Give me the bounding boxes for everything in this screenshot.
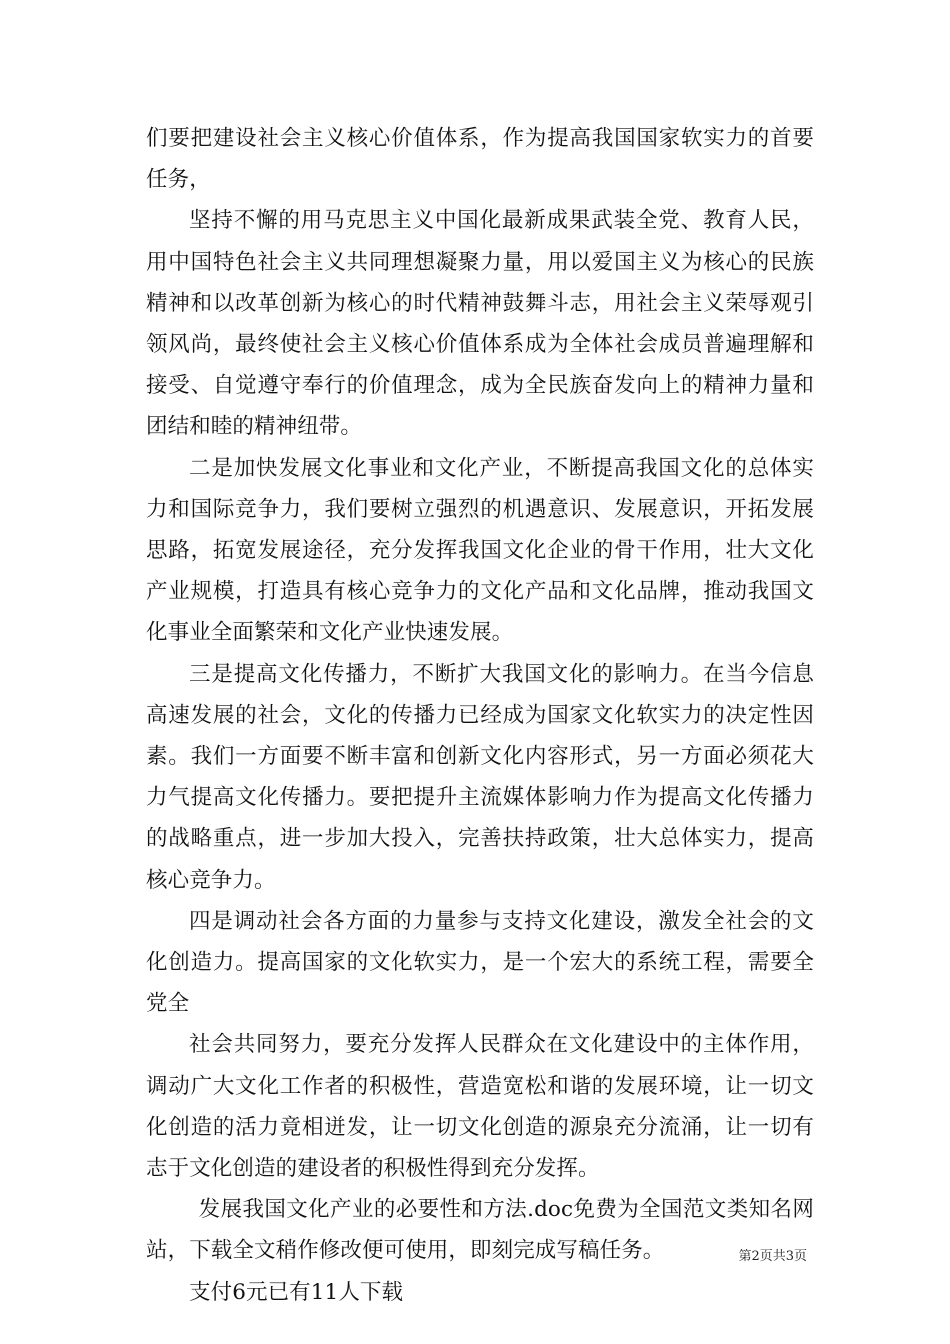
paragraph-3: 二是加快发展文化事业和文化产业，不断提高我国文化的总体实力和国际竞争力，我们要树立强烈的机遇意识、发展意识，开拓发展思路，拓宽发展途径，充分发挥我国文化企业的骨干作用，壮大文化产业规模，打造具有核心竞争力的文化产品和文化品牌，推动我国文化事业全面繁荣和文化产业快速发展。 — [146, 455, 814, 646]
paragraph-5: 四是调动社会各方面的力量参与支持文化建设，激发全社会的文化创造力。提高国家的文化软实力，是一个宏大的系统工程，需要全党全 — [146, 908, 814, 1017]
paragraph-4: 三是提高文化传播力，不断扩大我国文化的影响力。在当今信息高速发展的社会，文化的传播力已经成为国家文化软实力的决定性因素。我们一方面要不断丰富和创新文化内容形式，另一方面必须花大力气提高文化传播力。要把提升主流媒体影响力作为提高文化传播力的战略重点，进一步加大投入，完善扶持政策，壮大总体实力，提高核心竞争力。 — [146, 661, 814, 893]
paragraph-1: 们要把建设社会主义核心价值体系，作为提高我国国家软实力的首要任务， — [146, 126, 814, 193]
document-body — [146, 118, 814, 1313]
paragraph-2: 坚持不懈的用马克思主义中国化最新成果武装全党、教育人民，用中国特色社会主义共同理想凝聚力量，用以爱国主义为核心的民族精神和以改革创新为核心的时代精神鼓舞斗志，用社会主义荣辱观引领风尚，最终使社会主义核心价值体系成为全体社会成员普遍理解和接受、自觉遵守奉行的价值理念，成为全民族奋发向上的精神力量和团结和睦的精神纽带。 — [146, 208, 814, 440]
paragraph-6: 社会共同努力，要充分发挥人民群众在文化建设中的主体作用，调动广大文化工作者的积极性，营造宽松和谐的发展环境，让一切文化创造的活力竟相迸发，让一切文化创造的源泉充分流涌，让一切有志于文化创造的建设者的积极性得到充分发挥。 — [146, 1032, 814, 1182]
download-promo-text: 发展我国文化产业的必要性和方法.doc免费为全国范文类知名网站，下载全文稍作修改便可使用，即刻完成写稿任务。 — [146, 1197, 814, 1264]
page-number-footer: 第2页共3页 — [738, 1249, 807, 1264]
payment-download-info: 支付6元已有11人下载 — [189, 1279, 404, 1305]
